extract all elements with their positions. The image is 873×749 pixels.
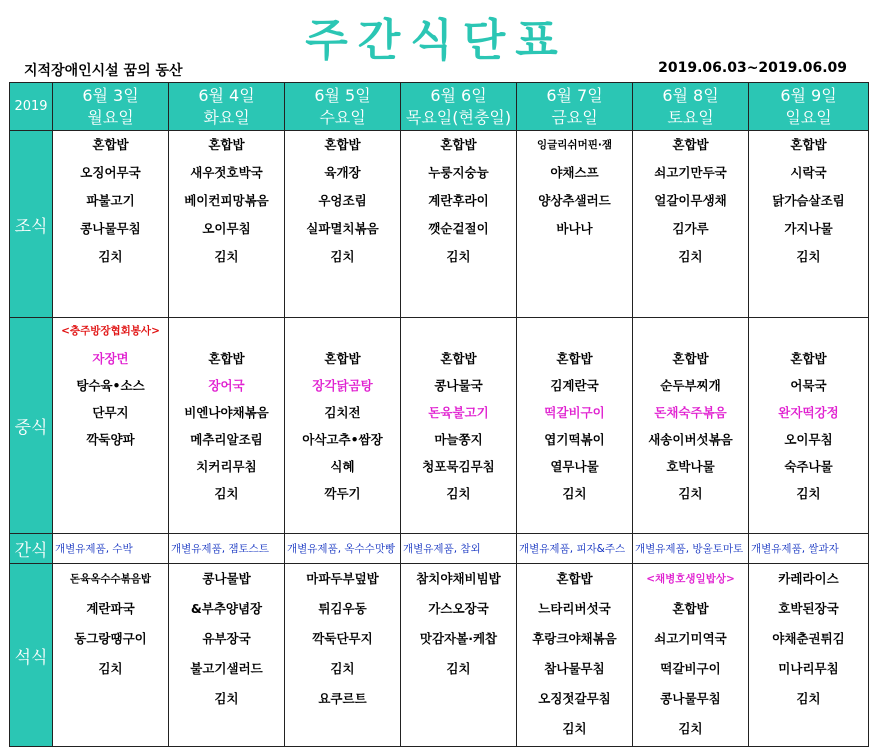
menu-item: 혼합밥	[324, 351, 361, 366]
menu-item: 닭가슴살조림	[772, 193, 845, 208]
snack-cell	[633, 534, 749, 564]
menu-item: 불고기샐러드	[190, 661, 263, 676]
menu-item: 베이컨피망볶음	[184, 193, 269, 208]
menu-item: 김치	[98, 661, 123, 676]
snack-general: 개별유제품,	[635, 543, 690, 555]
lunch-cell	[169, 318, 285, 534]
menu-item: 혼합밥	[556, 571, 593, 586]
menu-item: 치커리무침	[196, 459, 257, 474]
menu-item: 마파두부덮밥	[306, 571, 379, 586]
year-label: 2019	[10, 83, 53, 131]
dinner-cell	[169, 564, 285, 747]
menu-item: 김치	[678, 249, 703, 264]
menu-item: 식혜	[330, 459, 355, 474]
day-header-fri	[517, 83, 633, 131]
menu-item: 메추리알조림	[190, 432, 263, 447]
menu-item: 계란후라이	[428, 193, 489, 208]
menu-item: 김치	[446, 486, 471, 501]
menu-item: 새송이버섯볶음	[648, 432, 733, 447]
menu-item	[53, 684, 168, 714]
menu-item: 혼합밥	[440, 137, 477, 152]
header-row	[10, 83, 869, 131]
snack-food: 수박	[109, 543, 133, 555]
menu-item: 혼합밥	[324, 137, 361, 152]
menu-item: 비엔나야채볶음	[184, 405, 269, 420]
menu-item	[517, 243, 632, 271]
snack-general: 개별유제품,	[171, 543, 226, 555]
day-header-mon	[53, 83, 169, 131]
day-header-wed	[285, 83, 401, 131]
menu-item: 김치	[330, 661, 355, 676]
menu-item: 가스오장국	[428, 601, 489, 616]
menu-item: 깍두기	[324, 486, 361, 501]
day-weekday: 월요일	[87, 107, 134, 127]
menu-item: 김치	[446, 661, 471, 676]
breakfast-cell	[53, 131, 169, 318]
menu-item: 호박나물	[666, 459, 715, 474]
dinner-cell	[749, 564, 869, 747]
lunch-cell	[749, 318, 869, 534]
menu-item: 김치전	[324, 405, 361, 420]
breakfast-cell	[401, 131, 517, 318]
lunch-cell	[517, 318, 633, 534]
menu-item: 혼합밥	[672, 601, 709, 616]
menu-item: 장어국	[208, 378, 245, 393]
menu-item	[633, 318, 748, 345]
menu-item: <충주방장협회봉사>	[61, 325, 160, 337]
lunch-cell	[53, 318, 169, 534]
menu-item: 튀김우동	[318, 601, 367, 616]
menu-item: 참치야채비빔밥	[416, 571, 501, 586]
snack-food: 참외	[457, 543, 481, 555]
day-date: 6월 9일	[780, 85, 837, 105]
snack-cell	[53, 534, 169, 564]
menu-item: 아삭고추•쌈장	[302, 432, 383, 447]
breakfast-cell	[749, 131, 869, 318]
day-date: 6월 4일	[198, 85, 255, 105]
menu-item: 계란파국	[86, 601, 135, 616]
menu-item: 김계란국	[550, 378, 599, 393]
day-weekday: 화요일	[203, 107, 250, 127]
snack-general: 개별유제품,	[519, 543, 574, 555]
menu-item: 혼합밥	[92, 137, 129, 152]
menu-item: 엽기떡볶이	[544, 432, 605, 447]
menu-item: 콩나물무침	[80, 221, 141, 236]
menu-item: 카레라이스	[778, 571, 839, 586]
lunch-row	[10, 318, 869, 534]
menu-item: 어묵국	[790, 378, 827, 393]
menu-item: 혼합밥	[440, 351, 477, 366]
menu-item: 김치	[562, 721, 587, 736]
menu-item: 탕수육•소스	[76, 378, 145, 393]
menu-item: 요쿠르트	[318, 691, 367, 706]
menu-item: 잉글리쉬머핀·잼	[537, 139, 612, 151]
menu-item: 혼합밥	[208, 351, 245, 366]
day-header-sat	[633, 83, 749, 131]
menu-item: 참나물무침	[544, 661, 605, 676]
menu-item: 유부장국	[202, 631, 251, 646]
menu-item: 파불고기	[86, 193, 135, 208]
menu-item: 새우젓호박국	[190, 165, 263, 180]
menu-item	[53, 453, 168, 480]
menu-item: 바나나	[556, 221, 593, 236]
breakfast-cell	[169, 131, 285, 318]
menu-item: 야채춘권튀김	[772, 631, 845, 646]
dinner-cell	[401, 564, 517, 747]
menu-item: 가지나물	[784, 221, 833, 236]
snack-row	[10, 534, 869, 564]
menu-item: 맛감자볼·케찹	[419, 631, 498, 646]
menu-item: 돈육불고기	[428, 405, 489, 420]
menu-item: 혼합밥	[790, 137, 827, 152]
snack-cell	[285, 534, 401, 564]
menu-item: 돈육옥수수볶음밥	[69, 573, 152, 585]
menu-item: 양상추샐러드	[538, 193, 611, 208]
day-weekday: 수요일	[319, 107, 366, 127]
page-title: 주간식단표	[305, 15, 568, 66]
snack-food: 잼토스트	[225, 543, 269, 555]
menu-item	[749, 318, 868, 345]
menu-item: 김치	[446, 249, 471, 264]
day-date: 6월 5일	[314, 85, 371, 105]
menu-item: 장각닭곰탕	[312, 378, 373, 393]
meal-label-dinner: 석식	[10, 564, 53, 747]
menu-item: 콩나물밥	[202, 571, 251, 586]
dinner-cell	[633, 564, 749, 747]
menu-item: 실파멸치볶음	[306, 221, 379, 236]
menu-item: 누룽지숭늉	[428, 165, 489, 180]
menu-item: 김치	[98, 249, 123, 264]
menu-item	[401, 318, 516, 345]
day-header-tue	[169, 83, 285, 131]
menu-item: 콩나물무침	[660, 691, 721, 706]
menu-item: 혼합밥	[556, 351, 593, 366]
menu-item: 미나리무침	[778, 661, 839, 676]
snack-food: 방울토마토	[689, 543, 744, 555]
day-weekday: 일요일	[785, 107, 832, 127]
menu-item: 숙주나물	[784, 459, 833, 474]
menu-item: 김치	[796, 249, 821, 264]
snack-cell	[517, 534, 633, 564]
menu-item: 떡갈비구이	[660, 661, 721, 676]
menu-item: 떡갈비구이	[544, 405, 605, 420]
breakfast-row	[10, 131, 869, 318]
menu-item: 콩나물국	[434, 378, 483, 393]
day-header-thu	[401, 83, 517, 131]
snack-cell	[169, 534, 285, 564]
day-weekday: 목요일(현충일)	[405, 107, 512, 127]
snack-food: 옥수수맛빵	[341, 543, 396, 555]
lunch-cell	[285, 318, 401, 534]
menu-item: 시락국	[790, 165, 827, 180]
day-header-sun	[749, 83, 869, 131]
menu-item: 순두부찌개	[660, 378, 721, 393]
breakfast-cell	[633, 131, 749, 318]
snack-food: 쌀과자	[805, 543, 839, 555]
menu-item	[169, 318, 284, 345]
dinner-cell	[517, 564, 633, 747]
menu-item: 김치	[796, 691, 821, 706]
snack-general: 개별유제품,	[55, 543, 110, 555]
menu-item: 야채스프	[550, 165, 599, 180]
dinner-cell	[53, 564, 169, 747]
menu-item: 얼갈이무생채	[654, 193, 727, 208]
menu-item: 단무지	[92, 405, 129, 420]
day-weekday: 금요일	[551, 107, 598, 127]
menu-item: 열무나물	[550, 459, 599, 474]
snack-general: 개별유제품,	[403, 543, 458, 555]
menu-item: 혼합밥	[672, 351, 709, 366]
menu-item: 후랑크야채볶음	[532, 631, 617, 646]
menu-item: 돈채숙주볶음	[654, 405, 727, 420]
snack-cell	[401, 534, 517, 564]
menu-item: 김치	[330, 249, 355, 264]
menu-item	[517, 318, 632, 345]
menu-item: &부추양념장	[190, 601, 263, 616]
dinner-cell	[285, 564, 401, 747]
menu-item: 오징어무국	[80, 165, 141, 180]
day-date: 6월 8일	[662, 85, 719, 105]
breakfast-cell	[517, 131, 633, 318]
menu-item: 쇠고기미역국	[654, 631, 727, 646]
menu-item: 오이무침	[202, 221, 251, 236]
day-date: 6월 3일	[82, 85, 139, 105]
weekly-menu-table	[9, 82, 869, 747]
menu-item: 오징젓갈무침	[538, 691, 611, 706]
breakfast-cell	[285, 131, 401, 318]
meal-label-snack: 간식	[10, 534, 53, 564]
menu-item: 호박된장국	[778, 601, 839, 616]
lunch-cell	[633, 318, 749, 534]
dinner-row	[10, 564, 869, 747]
menu-item: 우엉조림	[318, 193, 367, 208]
menu-item: 완자떡강정	[778, 405, 839, 420]
menu-item: 깍둑양파	[86, 432, 135, 447]
meal-label-lunch: 중식	[10, 318, 53, 534]
menu-item: 동그랑땡구이	[74, 631, 147, 646]
menu-item: 깻순겉절이	[428, 221, 489, 236]
menu-period: 2019.06.03~2019.06.09	[658, 60, 847, 76]
menu-item: 김치	[796, 486, 821, 501]
meal-label-breakfast: 조식	[10, 131, 53, 318]
menu-item: 쇠고기만두국	[654, 165, 727, 180]
snack-cell	[749, 534, 869, 564]
menu-item: 오이무침	[784, 432, 833, 447]
menu-item: 자장면	[92, 351, 129, 366]
menu-item: 김가루	[672, 221, 709, 236]
menu-item: 육개장	[324, 165, 361, 180]
menu-item: 김치	[678, 486, 703, 501]
menu-item	[401, 684, 516, 714]
snack-food: 피자&주스	[573, 543, 626, 555]
menu-item: 혼합밥	[208, 137, 245, 152]
menu-item: 느타리버섯국	[538, 601, 611, 616]
menu-item: 김치	[214, 486, 239, 501]
menu-item	[285, 318, 400, 345]
day-weekday: 토요일	[667, 107, 714, 127]
lunch-cell	[401, 318, 517, 534]
day-date: 6월 6일	[430, 85, 487, 105]
facility-name: 지적장애인시설 꿈의 동산	[24, 63, 183, 79]
menu-item: 김치	[678, 721, 703, 736]
menu-item: <채병호생일밥상>	[646, 573, 735, 585]
snack-general: 개별유제품,	[287, 543, 342, 555]
menu-item: 김치	[214, 249, 239, 264]
menu-item: 김치	[214, 691, 239, 706]
snack-general: 개별유제품,	[751, 543, 806, 555]
menu-item: 깍둑단무지	[312, 631, 373, 646]
menu-item: 김치	[562, 486, 587, 501]
day-date: 6월 7일	[546, 85, 603, 105]
menu-item: 마늘쫑지	[434, 432, 483, 447]
menu-item: 혼합밥	[790, 351, 827, 366]
menu-item: 청포묵김무침	[422, 459, 495, 474]
menu-item: 혼합밥	[672, 137, 709, 152]
